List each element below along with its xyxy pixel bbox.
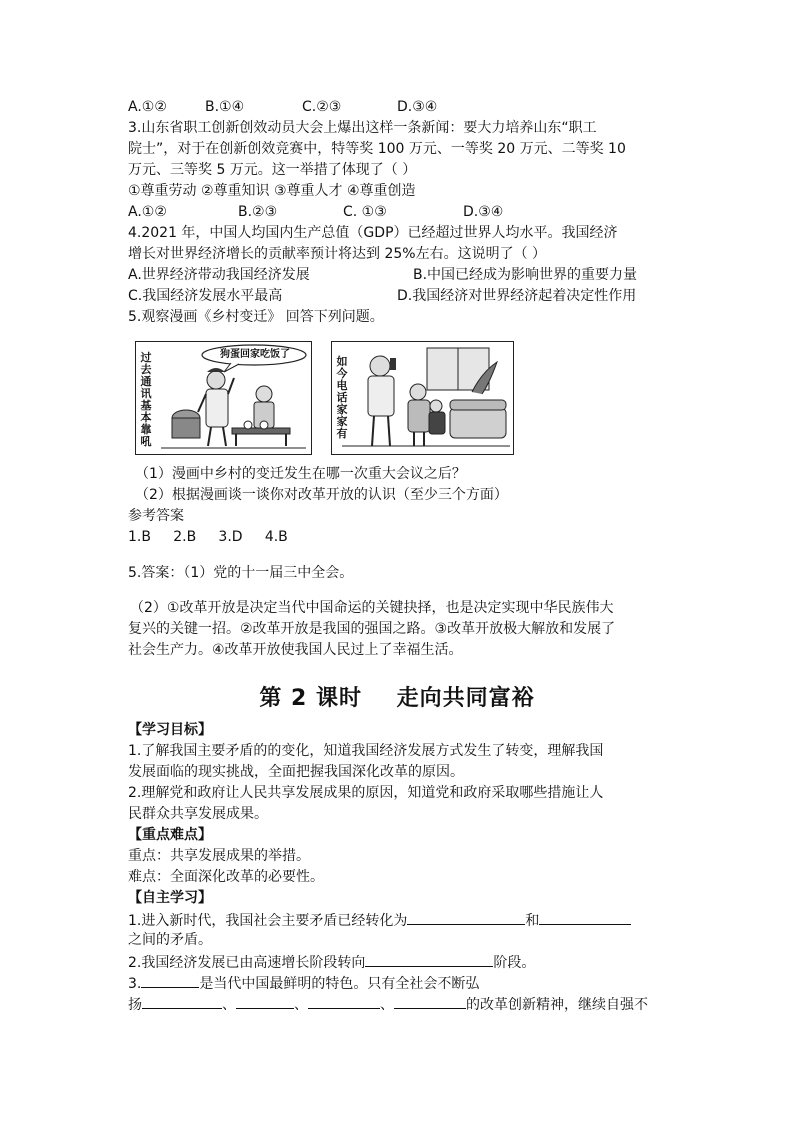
cartoon-left-panel	[135, 341, 312, 455]
answers-heading: 参考答案	[128, 508, 184, 524]
self-study-heading: 【自主学习】	[128, 890, 212, 906]
self-study-q1-end: 之间的矛盾。	[128, 932, 212, 948]
self-study-q1	[128, 909, 631, 932]
q3-line3: 万元、三等奖 5 万元。这一举措了体现了（ ）	[128, 162, 417, 178]
q3-option-b: B.②③	[238, 204, 278, 220]
q5-sub2: （2）根据漫画谈一谈你对改革开放的认识（至少三个方面）	[135, 487, 508, 503]
answers-mc: 1.B 2.B 3.D 4.B	[128, 529, 288, 545]
q4-option-c: C.我国经济发展水平最高	[128, 288, 283, 304]
separator-3: 、	[380, 997, 394, 1013]
q5-sub1: （1）漫画中乡村的变迁发生在哪一次重大会议之后？	[135, 466, 466, 482]
fill-blank-2[interactable]	[365, 951, 493, 967]
fill-blank-3b[interactable]	[142, 993, 222, 1009]
q3-option-c: C. ①③	[343, 204, 387, 220]
answer-5-2-line1: （2）①改革开放是决定当代中国命运的关键抉择，也是决定实现中华民族伟大	[130, 600, 614, 616]
key-heading: 【重点难点】	[128, 827, 212, 843]
q2-option-c: C.②③	[302, 99, 342, 115]
fill-blank-3e[interactable]	[394, 993, 466, 1009]
lesson-title: 第 2 课时 走向共同富裕	[259, 686, 535, 711]
q4-option-b: B.中国已经成为影响世界的重要力量	[413, 267, 638, 283]
q5-intro: 5.观察漫画《乡村变迁》 回答下列问题。	[128, 309, 384, 325]
cartoon-right-illustration	[332, 342, 513, 454]
q4-line2: 增长对世界经济增长的贡献率预计将达到 25%左右。这说明了（ ）	[128, 246, 547, 262]
cartoon-left-caption: 过 去 通 讯 基 本 靠 吼	[140, 351, 152, 448]
q4-option-a: A.世界经济带动我国经济发展	[128, 267, 310, 283]
self-study-q2	[128, 951, 535, 974]
q3-line2: 院士”，对于在创新创效竞赛中，特等奖 100 万元、一等奖 20 万元、二等奖 10	[128, 141, 626, 157]
q3-line4: ①尊重劳动 ②尊重知识 ③尊重人才 ④尊重创造	[128, 183, 416, 199]
self-study-q3-cont	[128, 993, 648, 1016]
key-point: 重点：共享发展成果的举措。	[128, 848, 310, 864]
answer-5-2-line3: 社会生产力。④改革开放使我国人民过上了幸福生活。	[128, 642, 463, 658]
goal1-line1: 1.了解我国主要矛盾的的变化，知道我国经济发展方式发生了转变，理解我国	[128, 743, 604, 759]
q2-option-a: A.①②	[128, 99, 167, 115]
q2-option-b: B.①④	[205, 99, 245, 115]
q3-line1: 3.山东省职工创新创效动员大会上爆出这样一条新闻：要大力培养山东“职工	[128, 120, 597, 136]
goals-heading: 【学习目标】	[128, 722, 212, 738]
fill-blank-3a[interactable]	[141, 972, 199, 988]
self-study-q3-text-d: 的改革创新精神，继续自强不	[466, 997, 648, 1013]
answer-5-2-line2: 复兴的关键一招。②改革开放是我国的强国之路。③改革开放极大解放和发展了	[128, 621, 616, 637]
fill-blank-1b[interactable]	[539, 909, 631, 925]
self-study-q1-text-b: 和	[525, 913, 540, 929]
fill-blank-3d[interactable]	[308, 993, 380, 1009]
self-study-q3	[128, 972, 479, 995]
goal2-line2: 民群众共享发展成果。	[128, 806, 268, 822]
cartoon-right-panel	[331, 341, 514, 455]
separator-2: 、	[294, 997, 308, 1013]
goal2-line1: 2.理解党和政府让人民共享发展成果的原因，知道党和政府采取哪些措施让人	[128, 785, 604, 801]
q3-option-a: A.①②	[128, 204, 167, 220]
cartoon-right-caption: 如 今 电 话 家 家 有	[336, 355, 348, 440]
q2-option-d: D.③④	[397, 99, 438, 115]
cartoon-left-bubble-text: 狗蛋回家吃饭了	[220, 349, 290, 360]
answer-5-1: 5.答案：（1）党的十一届三中全会。	[128, 565, 354, 581]
goal1-line2: 发展面临的现实挑战，全面把握我国深化改革的原因。	[128, 764, 464, 780]
self-study-q2-text-a: 2.我国经济发展已由高速增长阶段转向	[128, 955, 366, 971]
difficult-point: 难点：全面深化改革的必要性。	[128, 869, 324, 885]
separator-1: 、	[222, 997, 236, 1013]
self-study-q2-text-b: 阶段。	[493, 955, 536, 971]
q4-option-d: D.我国经济对世界经济起着决定性作用	[397, 288, 637, 304]
self-study-q3-text-a: 3.	[128, 976, 142, 992]
fill-blank-1a[interactable]	[407, 909, 525, 925]
self-study-q1-text-a: 1.进入新时代，我国社会主要矛盾已经转化为	[128, 913, 408, 929]
self-study-q3-text-c: 扬	[128, 997, 142, 1013]
q3-option-d: D.③④	[463, 204, 504, 220]
q4-line1: 4.2021 年，中国人均国内生产总值（GDP）已经超过世界人均水平。我国经济	[128, 225, 618, 241]
fill-blank-3c[interactable]	[236, 993, 294, 1009]
self-study-q3-text-b: 是当代中国最鲜明的特色。只有全社会不断弘	[199, 976, 480, 992]
